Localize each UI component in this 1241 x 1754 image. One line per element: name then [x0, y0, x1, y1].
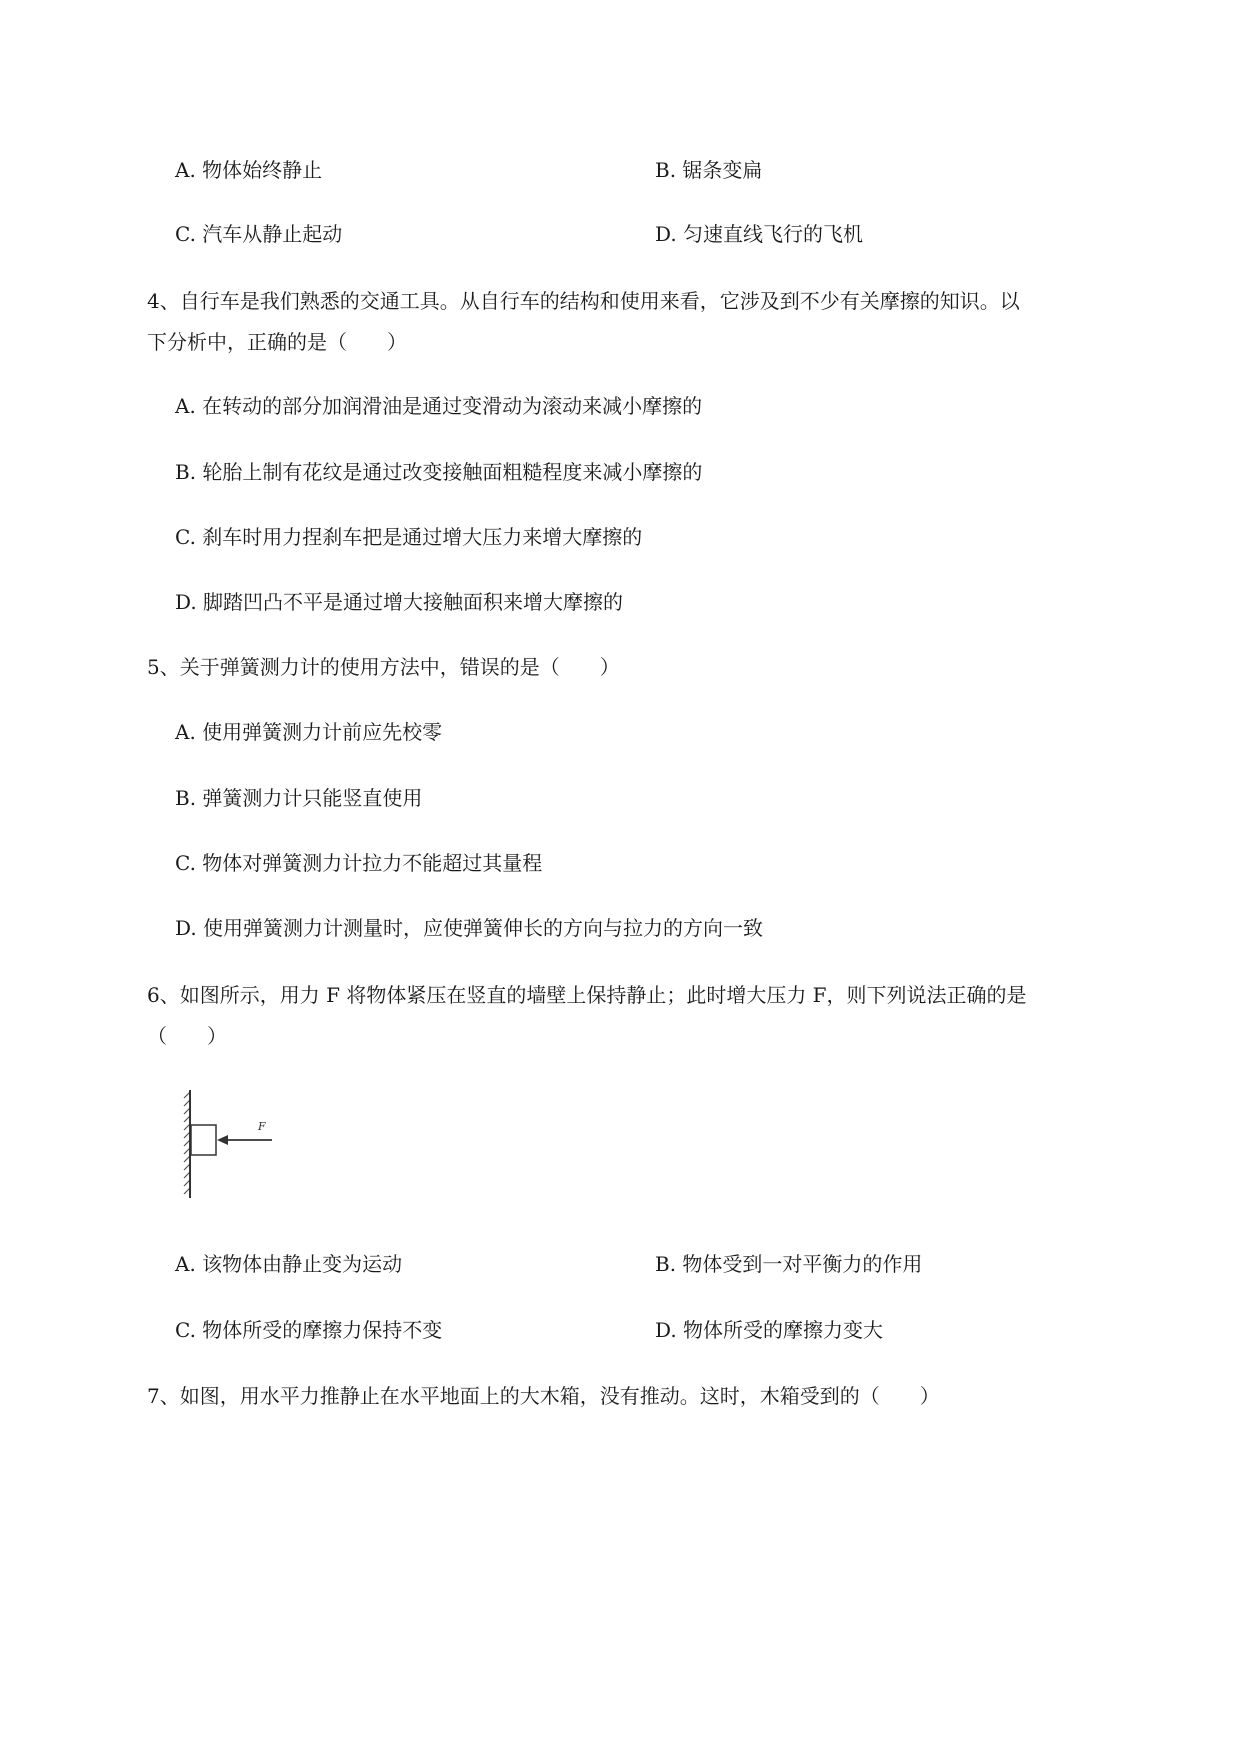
wall-force-diagram-svg	[172, 1090, 282, 1200]
q3-option-a: A. 物体始终静止	[175, 158, 323, 182]
q5-option-c: C. 物体对弹簧测力计拉力不能超过其量程	[175, 851, 543, 875]
q6-option-c: C. 物体所受的摩擦力保持不变	[175, 1318, 443, 1342]
q5-option-b: B. 弹簧测力计只能竖直使用	[175, 786, 423, 810]
q4-stem-line1: 4、自行车是我们熟悉的交通工具。从自行车的结构和使用来看，它涉及到不少有关摩擦的知识。以	[147, 289, 1020, 313]
q4-option-c: C. 刹车时用力捏刹车把是通过增大压力来增大摩擦的	[175, 525, 643, 549]
q6-option-d: D. 物体所受的摩擦力变大	[655, 1318, 884, 1342]
q4-stem-line2: 下分析中，正确的是（ ）	[147, 330, 407, 354]
q6-stem-line1: 6、如图所示，用力 F 将物体紧压在竖直的墙壁上保持静止；此时增大压力 F，则下列说法正确的是	[147, 983, 1027, 1007]
force-arrow-head	[217, 1135, 228, 1145]
q7-stem: 7、如图，用水平力推静止在水平地面上的大木箱，没有推动。这时，木箱受到的（ ）	[147, 1384, 940, 1408]
q3-option-d: D. 匀速直线飞行的飞机	[655, 222, 864, 246]
q6-option-a: A. 该物体由静止变为运动	[175, 1252, 403, 1276]
force-label: F	[258, 1120, 266, 1133]
q3-option-b: B. 锯条变扁	[655, 158, 763, 182]
q5-option-d: D. 使用弹簧测力计测量时，应使弹簧伸长的方向与拉力的方向一致	[175, 916, 764, 940]
q4-option-d: D. 脚踏凹凸不平是通过增大接触面积来增大摩擦的	[175, 590, 624, 614]
q6-option-b: B. 物体受到一对平衡力的作用	[655, 1252, 923, 1276]
q4-option-b: B. 轮胎上制有花纹是通过改变接触面粗糙程度来减小摩擦的	[175, 460, 703, 484]
q6-stem-line2: （ ）	[147, 1024, 227, 1048]
q5-option-a: A. 使用弹簧测力计前应先校零	[175, 720, 443, 744]
q5-stem: 5、关于弹簧测力计的使用方法中，错误的是（ ）	[147, 655, 620, 679]
wall-force-diagram	[172, 1090, 282, 1200]
block	[191, 1125, 216, 1155]
q3-option-c: C. 汽车从静止起动	[175, 222, 343, 246]
q4-option-a: A. 在转动的部分加润滑油是通过变滑动为滚动来减小摩擦的	[175, 394, 703, 418]
